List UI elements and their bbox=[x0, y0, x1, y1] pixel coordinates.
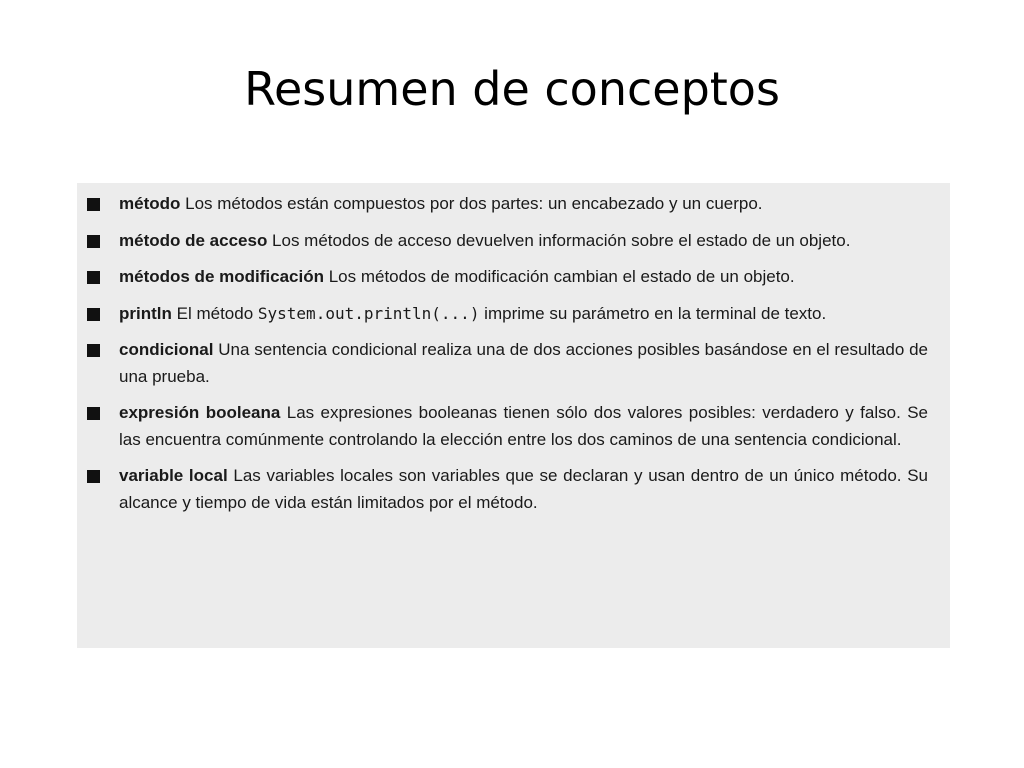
concept-list bbox=[87, 191, 928, 516]
square-bullet-icon bbox=[87, 271, 100, 284]
concept-term: variable local bbox=[119, 466, 228, 485]
concept-definition-start: El método bbox=[171, 303, 258, 323]
square-bullet-icon bbox=[87, 235, 100, 248]
square-bullet-icon bbox=[87, 407, 100, 420]
concept-item-println bbox=[87, 301, 928, 328]
concept-item-variable-local bbox=[87, 463, 928, 516]
square-bullet-icon bbox=[87, 308, 100, 321]
concept-term: expresión booleana bbox=[119, 403, 281, 422]
concept-definition-end: imprime su parámetro en la terminal de texto. bbox=[479, 303, 827, 323]
concept-term: condicional bbox=[119, 340, 214, 359]
slide-title: Resumen de conceptos bbox=[244, 62, 780, 116]
square-bullet-icon bbox=[87, 344, 100, 357]
concept-term: métodos de modificación bbox=[119, 267, 324, 286]
scanned-glossary-panel bbox=[77, 183, 950, 648]
concept-definition: Las expresiones booleanas tienen sólo dos valores posibles: verdadero y falso. Se las encuentra comúnmente controlando la elección entre los dos caminos de una sentencia condicional. bbox=[119, 403, 928, 449]
concept-definition: Los métodos de modificación cambian el estado de un objeto. bbox=[323, 267, 795, 286]
concept-item-metodo-de-acceso bbox=[87, 228, 928, 255]
concept-term: método bbox=[119, 194, 181, 213]
concept-definition: Los métodos están compuestos por dos partes: un encabezado y un cuerpo. bbox=[180, 194, 763, 213]
concept-item-expresion-booleana bbox=[87, 400, 928, 453]
concept-term: método de acceso bbox=[119, 230, 268, 250]
concept-definition: Una sentencia condicional realiza una de dos acciones posibles basándose en el resultado de una prueba. bbox=[119, 340, 928, 386]
code-snippet: System.out.println(...) bbox=[257, 303, 480, 323]
concept-item-condicional bbox=[87, 337, 928, 390]
concept-term: println bbox=[119, 303, 172, 323]
concept-definition: Las variables locales son variables que se declaran y usan dentro de un único método. Su alcance y tiempo de vida están limitados por el método. bbox=[119, 466, 928, 512]
concept-item-metodo bbox=[87, 191, 928, 218]
square-bullet-icon bbox=[87, 198, 100, 211]
concept-item-metodos-de-modificacion bbox=[87, 264, 928, 291]
concept-definition: Los métodos de acceso devuelven información sobre el estado de un objeto. bbox=[267, 230, 851, 250]
square-bullet-icon bbox=[87, 470, 100, 483]
